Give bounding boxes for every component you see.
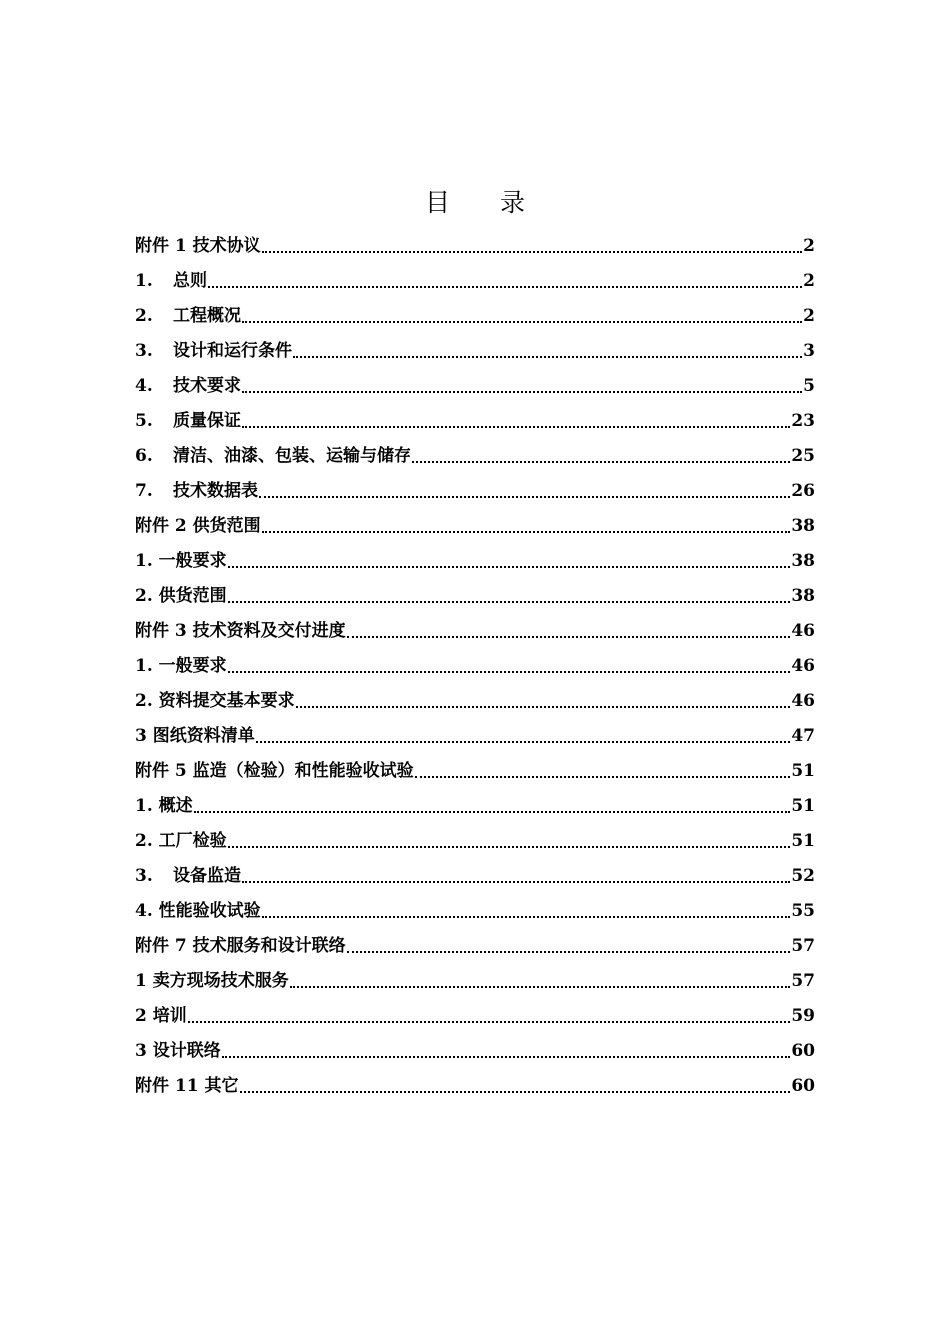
toc-entry-page-number: 59 — [791, 1006, 815, 1026]
toc-entry[interactable] — [135, 1069, 815, 1104]
toc-entry-page-number: 46 — [791, 621, 815, 641]
toc-entry-text: 1. 概述 — [135, 796, 193, 816]
toc-entry-number: 7. — [135, 481, 153, 501]
toc-entry[interactable] — [135, 544, 815, 579]
toc-dot-leader — [228, 846, 791, 848]
toc-entry-page-number: 52 — [791, 866, 815, 886]
toc-entry[interactable] — [135, 859, 815, 894]
toc-entry[interactable] — [135, 1034, 815, 1069]
toc-entry-page-number: 51 — [791, 796, 815, 816]
toc-dot-leader — [347, 951, 791, 953]
toc-entry-text: 1. 一般要求 — [135, 551, 227, 571]
toc-entry[interactable] — [135, 579, 815, 614]
toc-entry-text: 附件 11 其它 — [135, 1076, 239, 1096]
toc-dot-leader — [194, 811, 791, 813]
toc-entry[interactable] — [135, 229, 815, 264]
toc-entry[interactable] — [135, 684, 815, 719]
toc-entry-page-number: 47 — [791, 726, 815, 746]
toc-entry-number: 4. — [135, 376, 153, 396]
toc-entry[interactable] — [135, 614, 815, 649]
toc-entry-text: 总则 — [173, 271, 207, 291]
toc-entry-page-number: 55 — [791, 901, 815, 921]
toc-entry-text: 附件 1 技术协议 — [135, 236, 261, 256]
toc-dot-leader — [242, 426, 790, 428]
toc-dot-leader — [290, 986, 791, 988]
toc-entry-page-number: 5 — [803, 376, 815, 396]
toc-entry-text: 3 设计联络 — [135, 1041, 221, 1061]
toc-entry-number: 1. — [135, 271, 153, 291]
toc-entry-page-number: 38 — [791, 516, 815, 536]
toc-dot-leader — [262, 916, 791, 918]
toc-dot-leader — [415, 776, 791, 778]
toc-dot-leader — [242, 391, 802, 393]
toc-entry[interactable] — [135, 474, 815, 509]
toc-entry-page-number: 60 — [791, 1041, 815, 1061]
toc-entry-page-number: 46 — [791, 691, 815, 711]
toc-entry-number: 2. — [135, 306, 153, 326]
toc-entry[interactable] — [135, 404, 815, 439]
toc-entry-text: 1 卖方现场技术服务 — [135, 971, 289, 991]
toc-entry-page-number: 46 — [791, 656, 815, 676]
toc-dot-leader — [222, 1056, 791, 1058]
toc-title-char-2: 录 — [500, 188, 526, 217]
toc-entry-text: 2. 工厂检验 — [135, 831, 227, 851]
toc-entry[interactable] — [135, 509, 815, 544]
toc-entry[interactable] — [135, 824, 815, 859]
toc-title-char-1: 目 — [424, 188, 450, 217]
toc-dot-leader — [228, 601, 791, 603]
toc-entry[interactable] — [135, 754, 815, 789]
toc-entry-page-number: 2 — [803, 236, 815, 256]
toc-entry-text: 附件 7 技术服务和设计联络 — [135, 936, 346, 956]
toc-entry[interactable] — [135, 719, 815, 754]
toc-dot-leader — [262, 251, 802, 253]
toc-entry-text: 附件 5 监造（检验）和性能验收试验 — [135, 761, 414, 781]
toc-dot-leader — [347, 636, 791, 638]
toc-entry-text: 2. 供货范围 — [135, 586, 227, 606]
toc-dot-leader — [228, 671, 791, 673]
toc-dot-leader — [228, 566, 791, 568]
toc-entry-text: 工程概况 — [173, 306, 241, 326]
toc-entry-text: 2 培训 — [135, 1006, 187, 1026]
toc-entry[interactable] — [135, 789, 815, 824]
toc-entry-text: 附件 3 技术资料及交付进度 — [135, 621, 346, 641]
toc-entry-number: 3. — [135, 866, 153, 886]
toc-entry[interactable] — [135, 649, 815, 684]
toc-dot-leader — [242, 321, 802, 323]
toc-entry-number: 5. — [135, 411, 153, 431]
toc-entry-page-number: 25 — [791, 446, 815, 466]
toc-dot-leader — [262, 531, 791, 533]
toc-entry-page-number: 2 — [803, 306, 815, 326]
toc-entry-page-number: 2 — [803, 271, 815, 291]
toc-entry-number: 6. — [135, 446, 153, 466]
toc-entry[interactable] — [135, 929, 815, 964]
toc-entry-page-number: 57 — [791, 936, 815, 956]
toc-entry-page-number: 38 — [791, 551, 815, 571]
toc-entry[interactable] — [135, 964, 815, 999]
toc-entry-text: 质量保证 — [173, 411, 241, 431]
toc-entry-text: 设计和运行条件 — [173, 341, 292, 361]
toc-entry-text: 技术数据表 — [173, 481, 258, 501]
toc-entry-page-number: 23 — [791, 411, 815, 431]
toc-dot-leader — [293, 356, 802, 358]
toc-entry-page-number: 3 — [803, 341, 815, 361]
toc-entry[interactable] — [135, 439, 815, 474]
toc-dot-leader — [259, 496, 790, 498]
toc-dot-leader — [412, 461, 790, 463]
toc-entry[interactable] — [135, 334, 815, 369]
toc-list — [135, 229, 815, 1104]
toc-entry-text: 4. 性能验收试验 — [135, 901, 261, 921]
toc-entry-page-number: 60 — [791, 1076, 815, 1096]
toc-title — [0, 183, 950, 223]
toc-entry[interactable] — [135, 264, 815, 299]
toc-entry-number: 3. — [135, 341, 153, 361]
toc-dot-leader — [256, 741, 791, 743]
toc-entry-text: 1. 一般要求 — [135, 656, 227, 676]
toc-dot-leader — [188, 1021, 791, 1023]
toc-entry-text: 附件 2 供货范围 — [135, 516, 261, 536]
toc-dot-leader — [242, 881, 790, 883]
toc-entry-text: 3 图纸资料清单 — [135, 726, 255, 746]
toc-entry-page-number: 38 — [791, 586, 815, 606]
toc-entry-page-number: 26 — [791, 481, 815, 501]
toc-entry-page-number: 51 — [791, 831, 815, 851]
toc-dot-leader — [240, 1091, 791, 1093]
toc-entry[interactable] — [135, 299, 815, 334]
toc-entry[interactable] — [135, 369, 815, 404]
toc-entry-text: 2. 资料提交基本要求 — [135, 691, 295, 711]
toc-entry-text: 技术要求 — [173, 376, 241, 396]
toc-dot-leader — [208, 286, 802, 288]
toc-entry-text: 设备监造 — [173, 866, 241, 886]
toc-entry-text: 清洁、油漆、包装、运输与储存 — [173, 446, 411, 466]
toc-entry[interactable] — [135, 894, 815, 929]
toc-entry-page-number: 57 — [791, 971, 815, 991]
toc-dot-leader — [296, 706, 791, 708]
toc-entry-page-number: 51 — [791, 761, 815, 781]
toc-entry[interactable] — [135, 999, 815, 1034]
